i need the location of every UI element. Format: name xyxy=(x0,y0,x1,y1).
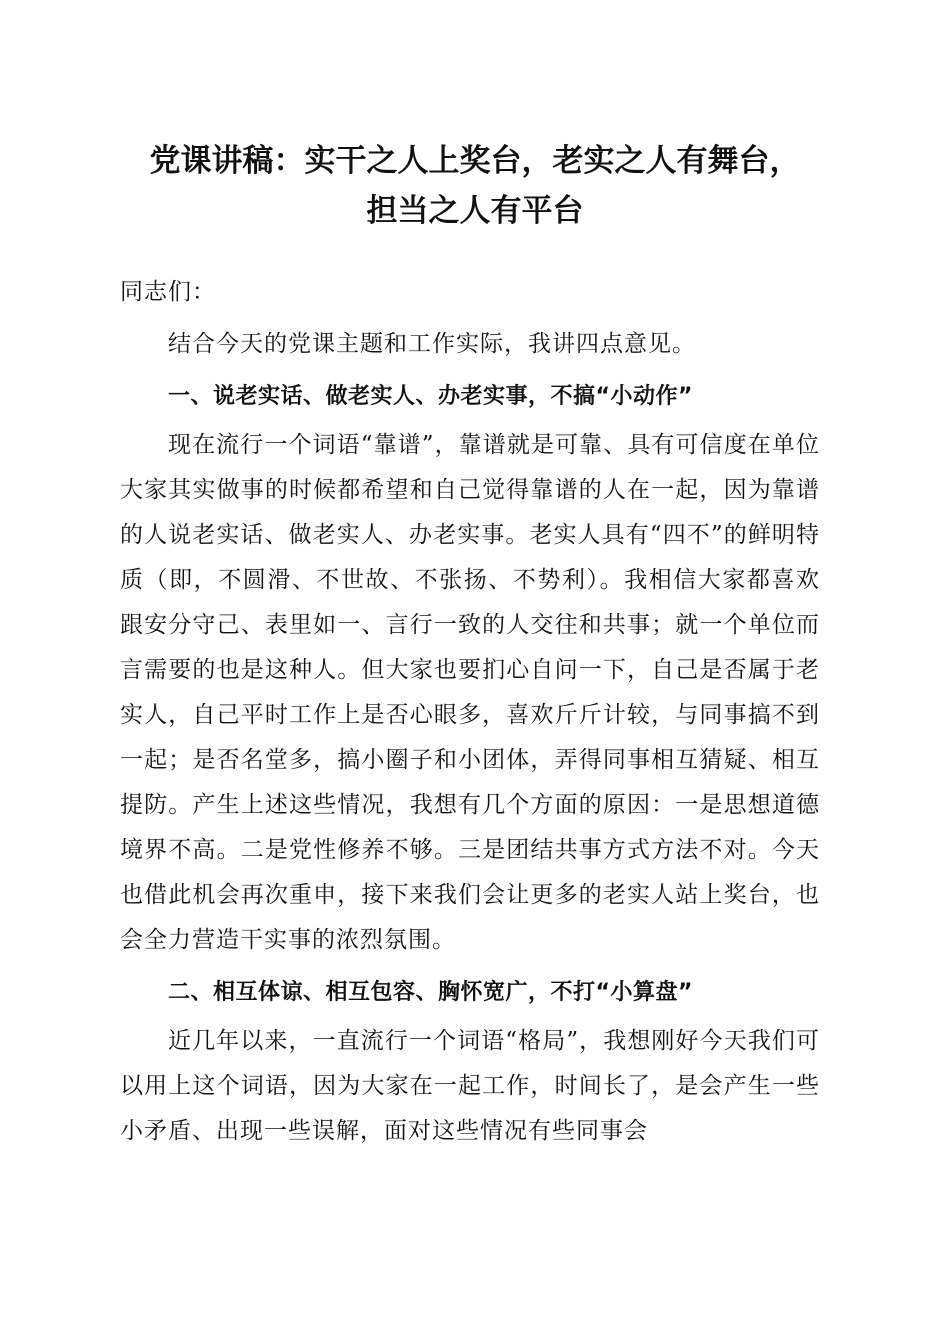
title-line-1: 党课讲稿：实干之人上奖台，老实之人有舞台， xyxy=(149,143,801,179)
title-line-2: 担当之人有平台 xyxy=(366,193,584,229)
document-title xyxy=(100,136,850,236)
section-2-paragraph: 近几年以来，一直流行一个词语“格局”，我想刚好今天我们可以用上这个词语，因为大家在一起工作，时间长了，是会产生一些小矛盾、出现一些误解，面对这些情况有些同事会 xyxy=(120,1028,820,1144)
document-body xyxy=(120,322,820,1154)
salutation: 同志们： xyxy=(120,279,216,305)
intro-paragraph: 结合今天的党课主题和工作实际，我讲四点意见。 xyxy=(168,331,696,357)
section-1-heading: 一、说老实话、做老实人、办老实事，不搞“小动作” xyxy=(168,384,693,409)
section-2-heading: 二、相互体谅、相互包容、胸怀宽广，不打“小算盘” xyxy=(168,980,693,1005)
section-1-paragraph: 现在流行一个词语“靠谱”，靠谱就是可靠、具有可信度在单位大家其实做事的时候都希望和自己觉得靠谱的人在一起，因为靠谱的人说老实话、做老实人、办老实事。老实人具有“四不”的鲜明特质（即，不圆滑、不世故、不张扬、不势利）。我相信大家都喜欢跟安分守己、表里如一、言行一致的人交往和共事；就一个单位而言需要的也是这种人。但大家也要扪心自问一下，自己是否属于老实人，自己平时工作上是否心眼多，喜欢斤斤计较，与同事搞不到一起；是否名堂多，搞小圈子和小团体，弄得同事相互猜疑、相互提防。产生上述这些情况，我想有几个方面的原因：一是思想道德境界不高。二是党性修养不够。三是团结共事方式方法不对。今天也借此机会再次重申，接下来我们会让更多的老实人站上奖台，也会全力营造干实事的浓烈氛围。 xyxy=(120,432,820,953)
